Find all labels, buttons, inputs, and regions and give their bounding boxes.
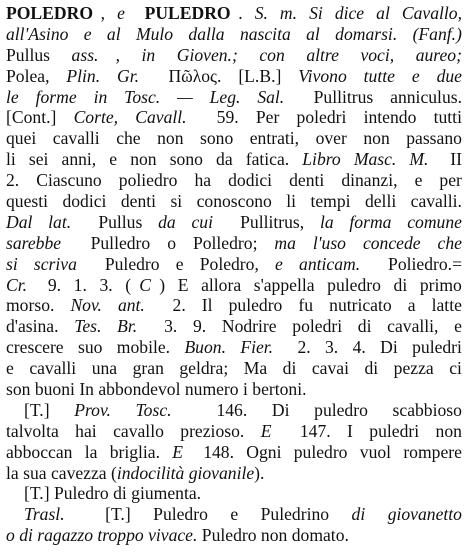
italic-text: concede (362, 232, 425, 253)
italic-text: ant. (117, 295, 145, 316)
italic-text: Cr. (6, 274, 28, 295)
entry-line (6, 295, 462, 316)
entry-text: dinanzi, (341, 170, 402, 191)
entry-text: pezza (393, 358, 439, 379)
entry-text: Puledrino (260, 504, 334, 525)
headword: PULEDRO (144, 3, 231, 23)
entry-text: 148. (203, 441, 239, 462)
italic-text: tutte (363, 65, 400, 86)
italic-text: sarebbe (6, 232, 62, 253)
italic-text: Fier. (240, 337, 274, 358)
italic-text: comune (407, 211, 462, 232)
italic-text: al (106, 23, 125, 44)
entry-text: cavalli. (410, 191, 462, 212)
entry-text: Il (201, 295, 217, 316)
entry-line (6, 254, 462, 275)
italic-text: Leg. (209, 86, 245, 107)
entry-text: tempi (310, 191, 355, 212)
entry-text: ) (159, 274, 170, 295)
entry-text: over (315, 128, 352, 149)
italic-text: Buon. (184, 337, 231, 358)
italic-text: lat. (48, 211, 72, 232)
italic-text: altre (306, 44, 344, 65)
italic-text: Nov. (70, 295, 107, 316)
entry-text: Pulledro (90, 232, 155, 253)
italic-text: C (139, 274, 152, 295)
entry-text: non (130, 149, 161, 170)
entry-text: 2. (172, 295, 191, 316)
entry-line (6, 504, 462, 525)
entry-text: intendo (363, 107, 421, 128)
italic-text: cui (191, 211, 213, 232)
entry-text: denti (289, 170, 329, 191)
entry-text: e (230, 504, 243, 525)
entry-text: 9. (47, 274, 66, 295)
entry-text: talvolta (6, 420, 64, 441)
entry-text: s'appella (253, 274, 319, 295)
entry-text: d'asina. (6, 316, 63, 337)
italic-text: l'uso (312, 232, 351, 253)
italic-text: Plin. (66, 65, 105, 86)
italic-text: ass. (71, 44, 99, 65)
entry-text: puledri (412, 337, 462, 358)
italic-text: — (177, 86, 198, 107)
entry-line (6, 66, 462, 87)
italic-text: m. (279, 3, 302, 23)
entry-text: Pullitrus, (240, 211, 309, 232)
italic-text: Gr. (117, 65, 140, 86)
entry-text: latte (431, 295, 462, 316)
entry-text: e (454, 316, 462, 337)
entry-text (133, 3, 137, 24)
entry-text: primo (419, 274, 462, 295)
entry-line (6, 463, 462, 484)
entry-text: [L.B.] (238, 65, 286, 86)
italic-text: e (83, 23, 96, 44)
entry-text: denti (120, 191, 161, 212)
entry-line (6, 400, 462, 421)
entry-text: li (6, 149, 21, 170)
entry-text: fu (298, 295, 318, 316)
entry-text: II (450, 149, 462, 170)
entry-text: cavai (311, 358, 354, 379)
italic-text: Sal. (257, 86, 285, 107)
italic-text: Br. (117, 316, 138, 337)
italic-text: che (437, 232, 462, 253)
entry-text: ci (449, 358, 462, 379)
entry-text (437, 149, 441, 170)
italic-text: voci, (360, 44, 399, 65)
entry-text (83, 504, 87, 525)
italic-text: Tosc. (135, 399, 172, 420)
entry-text: cavalli, (387, 316, 443, 337)
entry-text: sono (200, 128, 238, 149)
italic-text: le (6, 86, 24, 107)
entry-text (83, 212, 87, 233)
italic-text: e (117, 3, 125, 23)
entry-text: non (157, 128, 188, 149)
entry-text: nutricato (329, 295, 397, 316)
entry-text: ha (194, 170, 216, 191)
italic-text: forme (35, 86, 82, 107)
entry-text: Puledro non domato. (197, 525, 349, 546)
entry-text: 2. (6, 170, 24, 191)
italic-text: forma (349, 211, 396, 232)
entry-line (6, 379, 462, 400)
entry-text: puledro (293, 441, 352, 462)
entry-text: di (393, 274, 412, 295)
italic-text: la (319, 211, 339, 232)
entry-text: 9. (193, 316, 211, 337)
italic-text: aureo; (415, 44, 462, 65)
entry-text: hai (75, 420, 102, 441)
entry-text: sei (28, 149, 53, 170)
entry-text: 1. (73, 274, 92, 295)
italic-text: di (351, 504, 370, 525)
entry-text: anniculus. (390, 86, 462, 107)
entry-line (6, 275, 462, 296)
italic-text: Masc. (353, 149, 401, 170)
entry-text: allora (201, 274, 246, 295)
entry-line (6, 170, 462, 191)
entry-text: questi (6, 191, 53, 212)
italic-text: e (411, 65, 425, 86)
entry-text (35, 275, 39, 296)
entry-text: dodici (228, 170, 277, 191)
entry-line (6, 191, 462, 212)
entry-line (6, 442, 462, 463)
entry-text: per (439, 170, 462, 191)
italic-text: Vivono (298, 65, 352, 86)
italic-text: anticam. (299, 253, 361, 274)
italic-text: domarsi. (335, 23, 402, 44)
italic-text: all'Asino (6, 23, 73, 44)
entry-text: ( (125, 274, 132, 295)
entry-text: Ma (243, 358, 272, 379)
entry-text: briglia. (109, 441, 165, 462)
entry-text: [T.] (105, 504, 136, 525)
italic-text: Libro (302, 149, 346, 170)
entry-text (372, 254, 376, 275)
italic-text: E (172, 441, 184, 462)
entry-text: geldra; (179, 358, 233, 379)
italic-text: Cavall. (135, 107, 187, 128)
italic-text: nascita (239, 23, 296, 44)
entry-text: e (414, 170, 427, 191)
italic-text: due (436, 65, 462, 86)
entry-text: 147. (299, 420, 336, 441)
entry-text: fatica. (245, 149, 294, 170)
entry-text: di (357, 316, 376, 337)
entry-line (6, 128, 462, 149)
entry-text: 3. (99, 274, 118, 295)
entry-text: ). (254, 462, 265, 483)
entry-text: I (347, 420, 358, 441)
entry-text: , (100, 3, 110, 23)
entry-text: Di (271, 399, 294, 420)
entry-text: Ogni (246, 441, 286, 462)
italic-text: Gioven.; (176, 44, 243, 65)
entry-text: suo (77, 337, 107, 358)
entry-text: 3. (325, 337, 343, 358)
entry-text: vuol (359, 441, 396, 462)
entry-text (283, 337, 287, 358)
italic-text: e (275, 253, 288, 274)
entry-text: Pullus (98, 211, 147, 232)
entry-text: da (216, 149, 238, 170)
entry-text: Πῶλος. (168, 65, 226, 86)
entry-text: crescere (6, 337, 69, 358)
entry-text: Poledro, (199, 253, 264, 274)
entry-text: passano (406, 128, 462, 149)
italic-text: al (376, 3, 395, 23)
entry-text: si (170, 191, 187, 212)
entry-text: morso. (6, 295, 59, 316)
entry-text: entrati, (249, 128, 304, 149)
entry-text: son buoni In abbondevol numero i bertoni. (6, 379, 307, 400)
entry-text (224, 212, 228, 233)
italic-text: Prov. (74, 399, 116, 420)
entry-text: 2. (297, 337, 316, 358)
entry-text: Puledro (104, 253, 164, 274)
entry-line (6, 525, 462, 546)
entry-text: non (435, 420, 462, 441)
italic-text: Dal (6, 211, 37, 232)
italic-text: al (306, 23, 325, 44)
entry-text: rompere (403, 441, 462, 462)
entry-text: la (84, 441, 102, 462)
entry-text: abboccan (6, 441, 77, 462)
italic-text: Trasl. (24, 504, 65, 525)
entry-text: [Cont.] (6, 107, 61, 128)
entry-line (6, 87, 462, 108)
entry-text: cavallo (113, 420, 169, 441)
entry-text: di (282, 358, 301, 379)
italic-text: E (260, 420, 272, 441)
entry-text (297, 87, 301, 108)
entry-text: 146. (216, 399, 252, 420)
entry-text: 59. (216, 107, 244, 128)
entry-text: [T.] (24, 399, 54, 420)
italic-text: Cavallo, (401, 3, 462, 23)
entry-text: Pullus (6, 44, 55, 65)
entry-text: puledro (314, 399, 373, 420)
entry-text: delli (364, 191, 401, 212)
entry-text: sono (169, 149, 208, 170)
entry-text: , (115, 44, 125, 65)
entry-text: poliedro (118, 170, 182, 191)
entry-text: Nodrire (221, 316, 281, 337)
entry-line (6, 107, 462, 128)
italic-text: dalla (188, 23, 229, 44)
entry-text: [T.] Puledro di giumenta. (24, 483, 202, 504)
entry-line (6, 149, 462, 170)
italic-text: da (158, 211, 181, 232)
italic-text: ma (274, 232, 301, 253)
italic-text: in (93, 86, 112, 107)
italic-text: con (259, 44, 290, 65)
entry-line (6, 233, 462, 254)
entry-text: e (109, 149, 122, 170)
entry-text: 3. (164, 316, 182, 337)
entry-text: o (167, 232, 181, 253)
entry-text (152, 66, 156, 87)
entry-text (156, 295, 160, 316)
entry-text: E (177, 274, 193, 295)
entry-text: . (238, 3, 248, 23)
italic-text: M. (409, 149, 429, 170)
italic-text: indocilità giovanile (116, 462, 255, 483)
entry-text: non (363, 128, 395, 149)
entry-text: puledri (369, 420, 424, 441)
entry-text: li (286, 191, 301, 212)
entry-text (148, 316, 152, 337)
headword: POLEDRO (6, 3, 93, 23)
entry-text: quei (6, 128, 41, 149)
entry-line (6, 316, 462, 337)
entry-text: 4. (352, 337, 371, 358)
entry-text: poledri (296, 107, 351, 128)
italic-text: o di ragazzo troppo vivace. (6, 525, 198, 546)
italic-text: Tosc. (124, 86, 165, 107)
entry-text (191, 442, 195, 463)
italic-text: (Fanf.) (412, 23, 462, 44)
entry-line (6, 45, 462, 66)
entry-text: scabbioso (392, 399, 462, 420)
italic-text: Si (309, 3, 328, 23)
entry-text: Di (380, 337, 403, 358)
entry-line (6, 212, 462, 233)
entry-text (192, 400, 196, 421)
entry-text: la sua cavezza ( (6, 462, 117, 483)
entry-text: poledri (292, 316, 347, 337)
entry-text (199, 107, 203, 128)
entry-text: mobile. (116, 337, 175, 358)
entry-text: gran (132, 358, 169, 379)
italic-text: si (6, 253, 23, 274)
italic-text: Mulo (135, 23, 178, 44)
entry-text: cavalli (52, 128, 105, 149)
italic-text: S. (254, 3, 273, 23)
entry-line (6, 483, 462, 504)
entry-text: Polledro; (192, 232, 262, 253)
italic-text: giovanetto (387, 504, 462, 525)
entry-text: tutti (433, 107, 462, 128)
entry-text: conoscono (196, 191, 277, 212)
italic-text: Corte, (73, 107, 123, 128)
entry-text: anni, (61, 149, 101, 170)
entry-text: Poliedro.= (388, 253, 462, 274)
entry-text: cavalli (29, 358, 81, 379)
entry-text: Ciascuno (36, 170, 107, 191)
italic-text: dice (334, 3, 369, 23)
entry-text: Pullitrus (313, 86, 378, 107)
entry-text: a (407, 295, 420, 316)
entry-text: di (364, 358, 383, 379)
entry-text (89, 254, 93, 275)
entry-text: e (6, 358, 19, 379)
entry-text: Polea, (6, 65, 54, 86)
entry-text: puledro (228, 295, 287, 316)
entry-text: Per (255, 107, 284, 128)
entry-text (283, 421, 287, 442)
entry-line (6, 358, 462, 379)
entry-text: e (175, 253, 188, 274)
entry-text: Puledro (153, 504, 213, 525)
entry-line (6, 421, 462, 442)
entry-text: dodici (62, 191, 111, 212)
entry-line (6, 24, 462, 45)
entry-text: una (91, 358, 122, 379)
entry-line (6, 3, 462, 24)
entry-line (6, 337, 462, 358)
italic-text: scriva (33, 253, 77, 274)
entry-text (74, 233, 78, 254)
entry-text: che (116, 128, 146, 149)
entry-text: prezioso. (180, 420, 249, 441)
italic-text: Tes. (74, 316, 106, 337)
italic-text: in (141, 44, 160, 65)
entry-text: puledro (327, 274, 386, 295)
